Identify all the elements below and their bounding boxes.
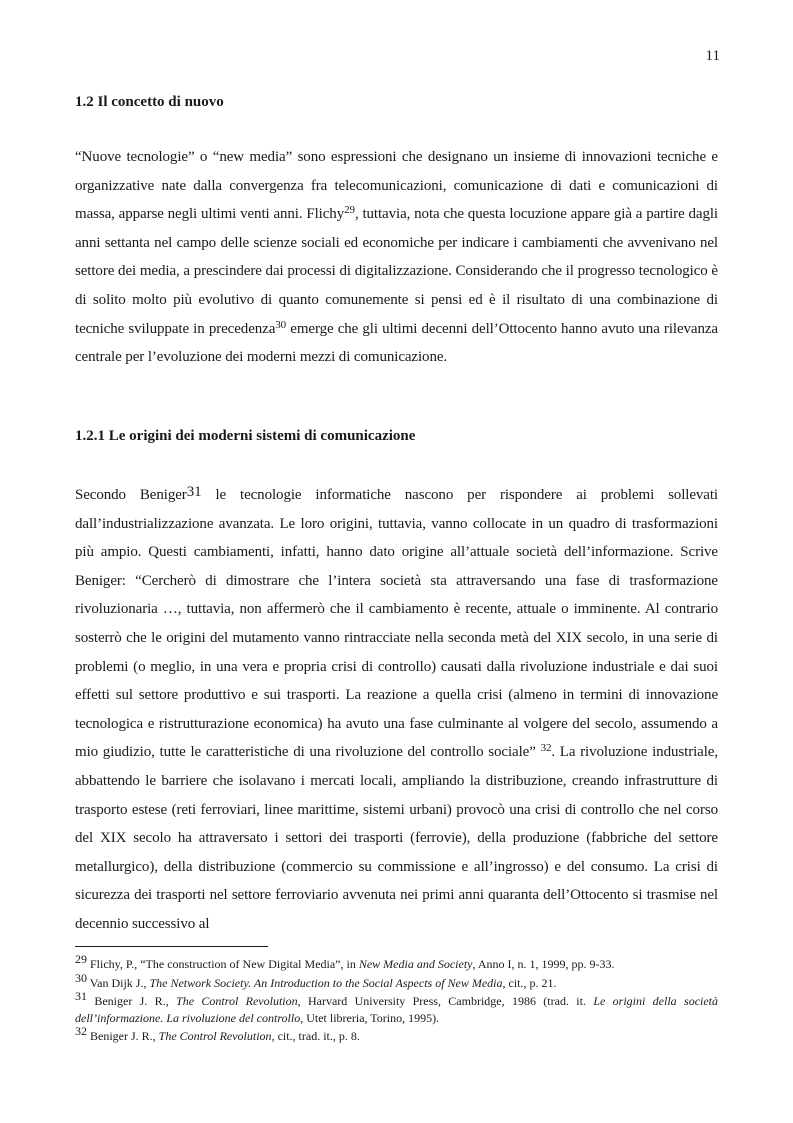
page-number: 11: [705, 48, 720, 64]
footnote-30: $^{30}$ Van Dijk J., The Network Society. An Introduction to the Social Aspects of New Media, cit., p. 21.: [75, 970, 557, 990]
footnote-32: $^{32}$ Beniger J. R., The Control Revolution, cit., trad. it., p. 8.: [75, 1024, 360, 1043]
subsection-paragraph: Secondo Beniger$^{31}$ le tecnologie informatiche nascono per rispondere ai problemi sollevati dall’industrializzazione avanzata. Le loro origini, tuttavia, vanno collocate in un quadro di trasformazioni più ampio. Questi cambiamenti, infatti, hanno dato origine all’attuale società dell’informazione. Scrive Beniger: “Cercherò di dimostrare che l’intera società sta attraversando una fase di trasformazione rivoluzionaria …, tuttavia, non affermerò che il cambiamento è recente, attuale o imminente. Al contrario sosterrò che le origini del mutamento vanno rintracciate nella seconda metà del XIX secolo, in una serie di problemi (o meglio, in una vera e propria crisi di controllo) causati dalla rivoluzione industriale e dai suoi effetti sul settore produttivo e sui trasporti. La reazione a quella crisi (almeno in termini di innovazione tecnologica e ristrutturazione economica) ha avuto una fase culminante al volgere del secolo, assumendo a mio giudizio, tutte le caratteristiche di una rivoluzione del controllo sociale” $^{32}$. La rivoluzione industriale, abbattendo le barriere che isolavano i mercati locali, ampliando la distribuzione, creando infrastrutture di trasporto estese (reti ferroviari, linee marittime, sistemi urbani) provocò una crisi di controllo che nel corso del XIX secolo ha attraversato i settori dei trasporti (ferrovie), della produzione (fabbriche del settore metallurgico), della distribuzione (commercio su commissione e all’ingrosso) e del consumo. La crisi di sicurezza dei trasporti nel settore ferroviario avvenuta nei primi anni quaranta dell’Ottocento si trasmise nel decennio successivo al: [75, 484, 718, 932]
subsection-heading: 1.2.1 Le origini dei moderni sistemi di comunicazione: [75, 428, 416, 444]
footnote-separator: [75, 946, 268, 947]
section-heading: 1.2 Il concetto di nuovo: [75, 94, 224, 110]
footnote-ref-31[interactable]: 31: [186, 484, 202, 500]
footnotes: [75, 952, 719, 1047]
footnote-ref-29[interactable]: 29: [344, 204, 355, 217]
footnote-31: $^{31}$ Beniger J. R., The Control Revolution, Harvard University Press, Cambridge, 1986 (trad. it. Le origini della società dell’informazione. La rivoluzione del controllo, Utet libreria, Torino, 1995).: [75, 989, 719, 1025]
footnote-29: $^{29}$ Flichy, P., “The construction of New Digital Media”, in New Media and Society, Anno I, n. 1, 1999, pp. 9-33.: [75, 952, 615, 971]
footnote-ref-30[interactable]: 30: [275, 318, 287, 331]
section-paragraph: “Nuove tecnologie” o “new media” sono espressioni che designano un insieme di innovazioni tecniche e organizzative nate dalla convergenza fra telecomunicazioni, comunicazione di dati e comunicazioni di massa, apparse negli ultimi venti anni. Flichy$^{29}$, tuttavia, nota che questa locuzione appare già a partire dagli anni settanta nel campo delle scienze sociali ed economiche per indicare i cambiamenti che avvenivano nel settore dei media, a prescindere dai processi di digitalizzazione. Considerando che il progresso tecnologico è di solito molto più evolutivo di quanto comunemente si pensi ed è il risultato di una combinazione di tecniche sviluppate in precedenza$^{30}$ emerge che gli ultimi decenni dell’Ottocento hanno avuto una rilevanza centrale per l’evoluzione dei moderni mezzi di comunicazione.: [75, 149, 718, 366]
footnote-ref-32[interactable]: 32: [540, 742, 552, 755]
